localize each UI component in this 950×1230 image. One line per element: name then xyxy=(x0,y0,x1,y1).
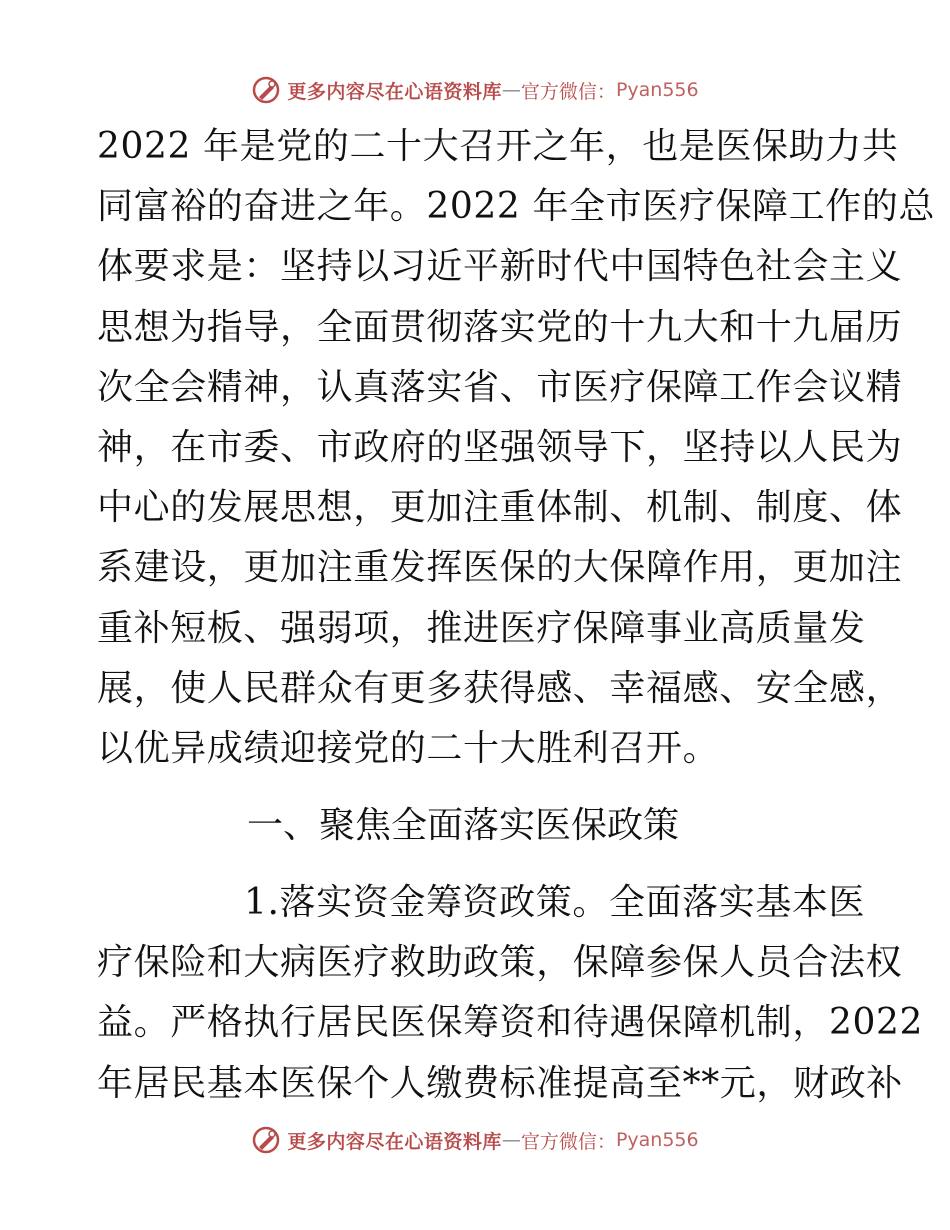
watermark-wechat-id: Pyan556 xyxy=(615,79,699,101)
pen-nib-seal-icon xyxy=(251,1125,281,1155)
paragraph-1 xyxy=(97,117,936,779)
text-line: 2022 年是党的二十大召开之年，也是医保助力共 xyxy=(97,126,899,167)
document-body xyxy=(97,117,936,1114)
section-heading: 一、聚焦全面落实医保政策 xyxy=(247,805,680,847)
text-line: 1.落实资金筹资政策。全面落实基本医 xyxy=(244,882,866,924)
text-line: 系建设，更加注重发挥医保的大保障作用，更加注 xyxy=(97,547,903,589)
watermark-footer xyxy=(0,1122,950,1158)
text-line: 神，在市委、市政府的坚强领导下，坚持以人民为 xyxy=(97,426,903,468)
text-line: 以优异成绩迎接党的二十大胜利召开。 xyxy=(97,727,720,769)
watermark-separator: — xyxy=(501,1129,521,1151)
watermark-separator: — xyxy=(501,79,521,101)
watermark-wechat-label: 官方微信： xyxy=(520,1130,616,1153)
text-line: 次全会精神，认真落实省、市医疗保障工作会议精 xyxy=(97,366,903,408)
pen-nib-seal-icon xyxy=(251,75,281,105)
text-line: 体要求是：坚持以习近平新时代中国特色社会主义 xyxy=(97,246,903,288)
text-line: 疗保险和大病医疗救助政策，保障参保人员合法权 xyxy=(97,942,903,984)
text-line: 年居民基本医保个人缴费标准提高至**元，财政补 xyxy=(97,1062,903,1104)
text-line: 同富裕的奋进之年。2022 年全市医疗保障工作的总 xyxy=(97,186,936,228)
text-line: 重补短板、强弱项，推进医疗保障事业高质量发 xyxy=(97,607,866,649)
text-line: 展，使人民群众有更多获得感、幸福感、安全感， xyxy=(97,667,903,709)
watermark-main-text: 更多内容尽在心语资料库 xyxy=(287,80,502,103)
watermark-main-text: 更多内容尽在心语资料库 xyxy=(287,1130,502,1153)
paragraph-2 xyxy=(97,873,924,1114)
text-line: 思想为指导，全面贯彻落实党的十九大和十九届历 xyxy=(97,306,903,348)
text-line: 益。严格执行居民医保筹资和待遇保障机制，2022 xyxy=(97,1002,924,1044)
watermark-wechat-id: Pyan556 xyxy=(615,1129,699,1151)
text-line: 中心的发展思想，更加注重体制、机制、制度、体 xyxy=(97,487,903,529)
watermark-header xyxy=(0,72,950,108)
watermark-wechat-label: 官方微信： xyxy=(520,80,616,103)
